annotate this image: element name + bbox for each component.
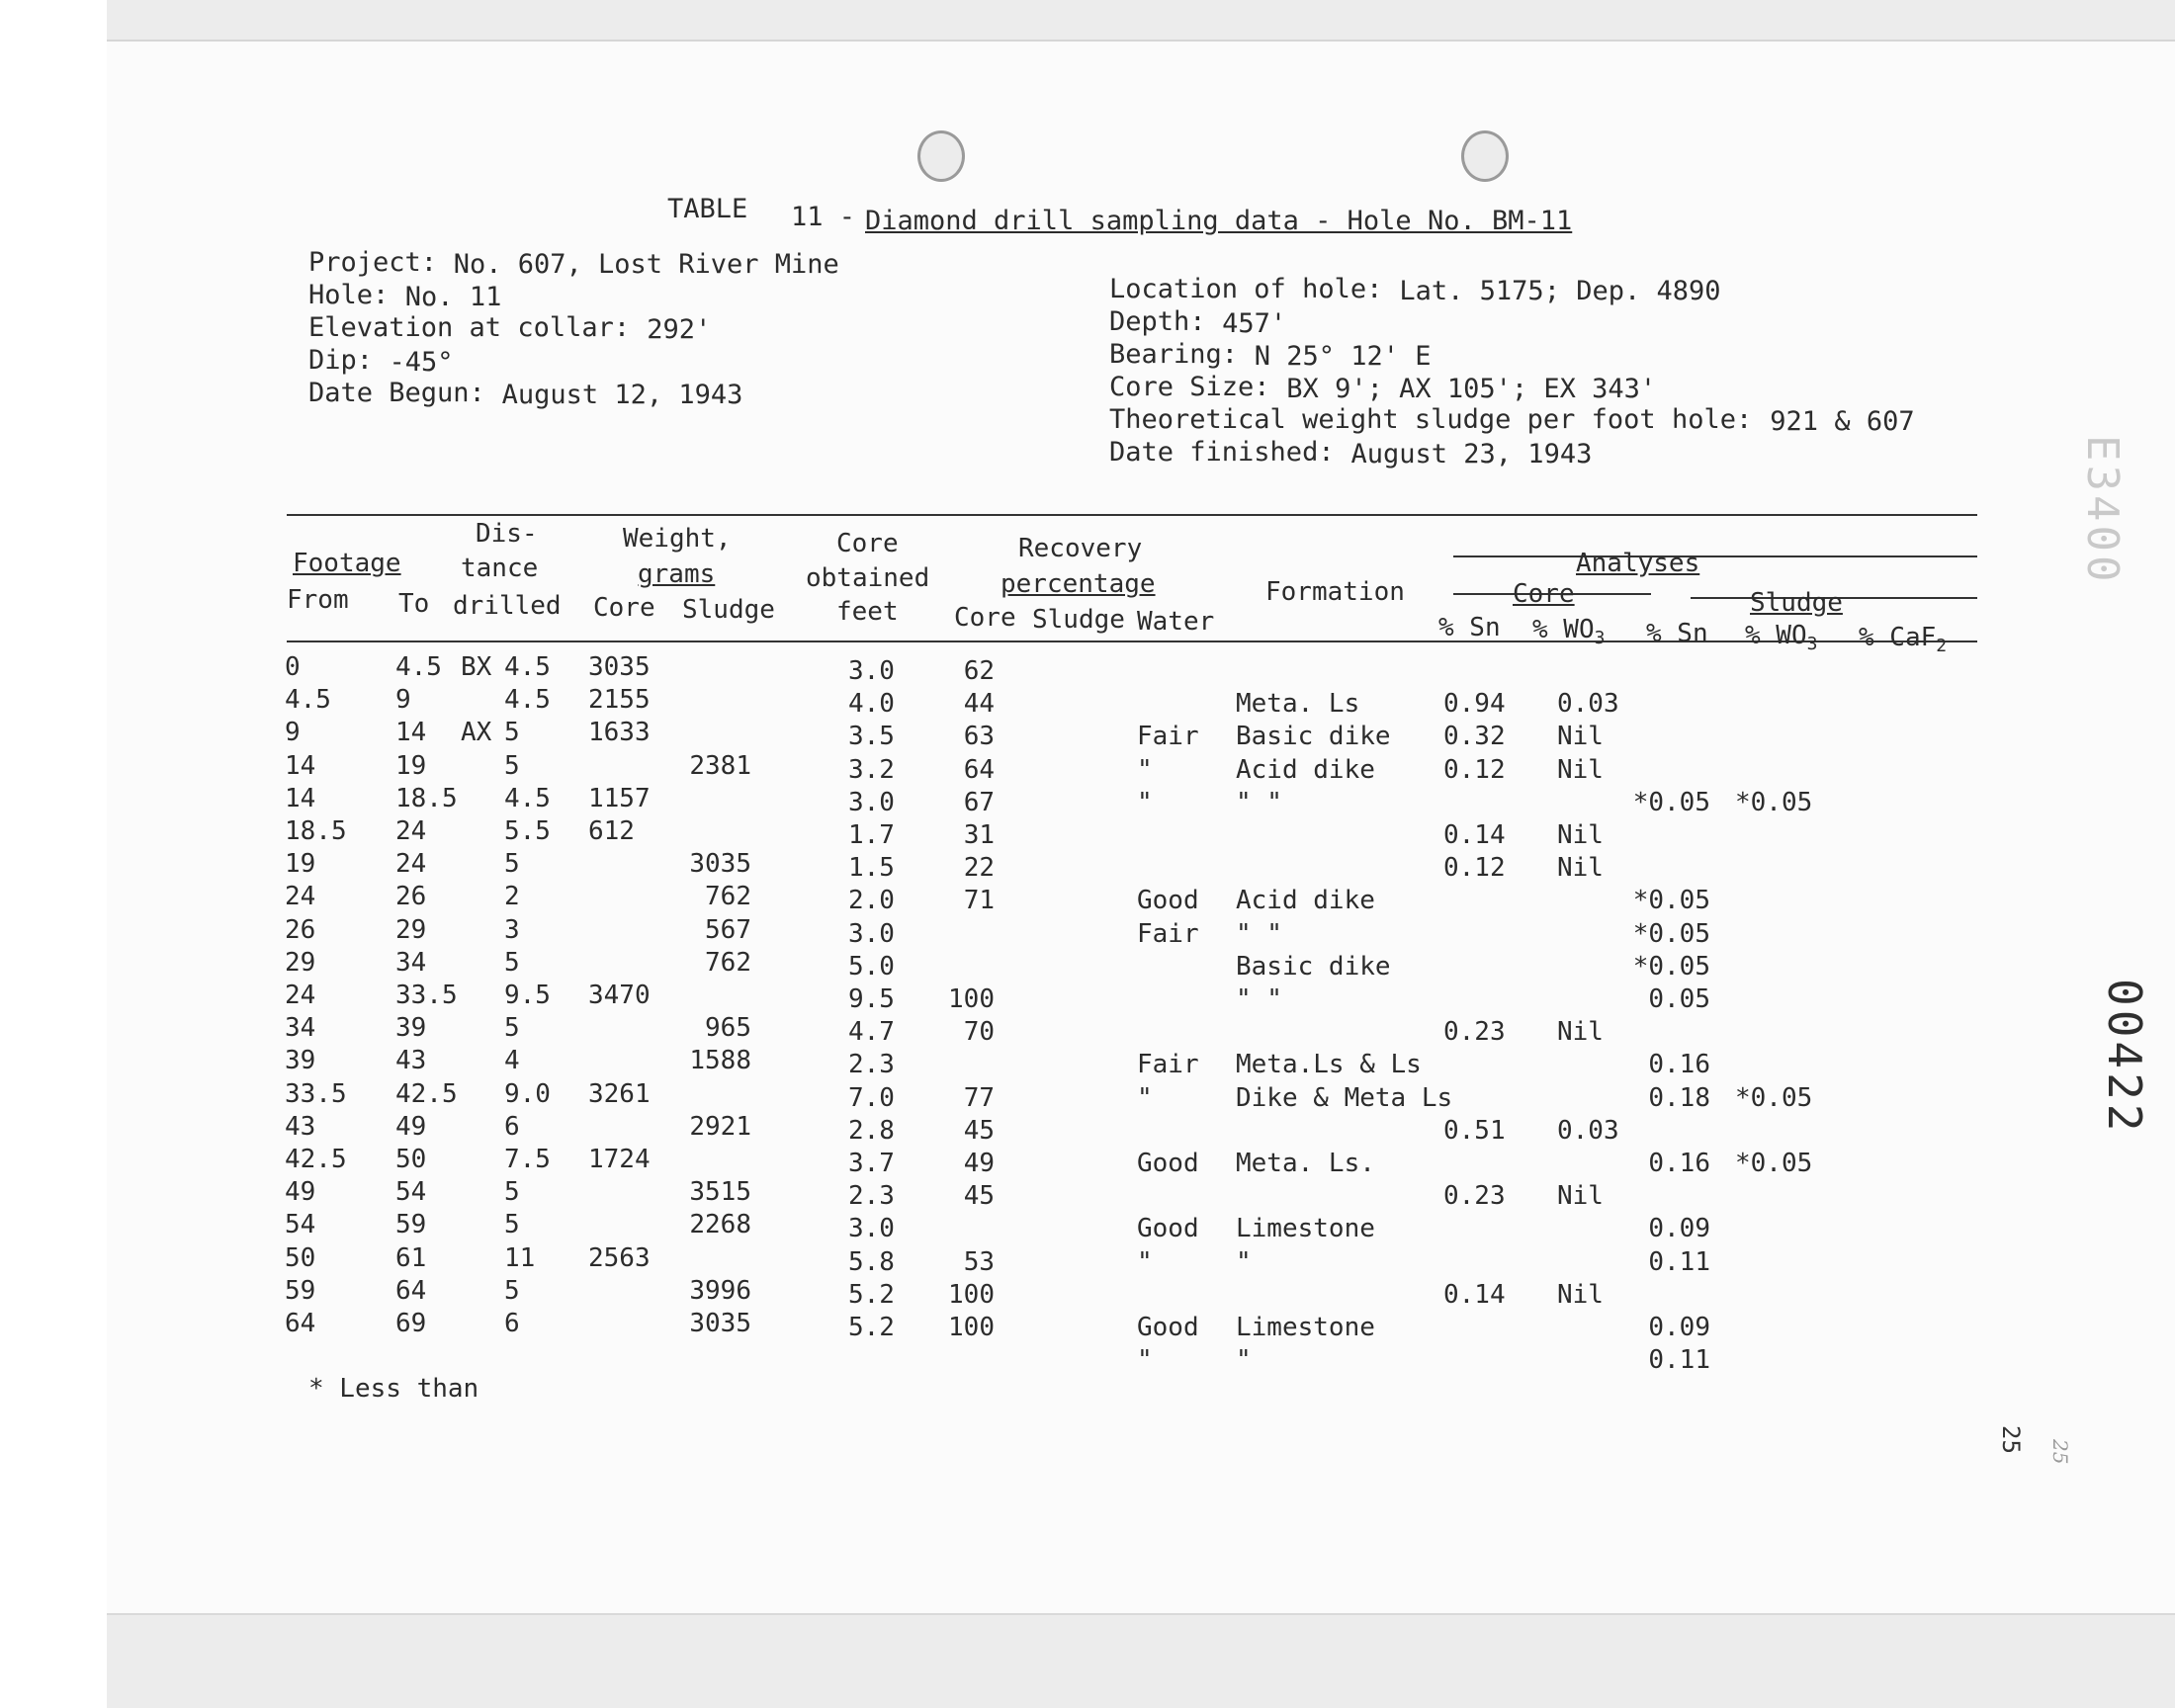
cell-wcore: 2155	[588, 685, 651, 716]
hdr-core-wo3: % $WO_3$	[1532, 615, 1606, 649]
cell-wo3: Nil	[1557, 820, 1604, 850]
cell-drilled: 4.5	[504, 783, 551, 813]
info-right-value: 921 & 607	[1770, 406, 1915, 437]
hdr-sludge-sn: % Sn	[1646, 619, 1708, 648]
cell-feet: 5.2	[848, 1279, 895, 1310]
cell-from: 29	[285, 947, 316, 978]
cell-ssn: 0.11	[1648, 1246, 1710, 1277]
cell-feet: 2.3	[848, 1050, 895, 1080]
cell-feet: 9.5	[848, 984, 895, 1014]
hdr-from: From	[287, 585, 349, 615]
cell-wo3: Nil	[1557, 722, 1604, 752]
hdr-dis: Dis-	[476, 519, 538, 549]
cell-rcore: 70	[963, 1017, 995, 1048]
cell-drilled: 5	[504, 947, 520, 978]
cell-to: 69	[395, 1309, 427, 1338]
cell-wsludge: 2268	[689, 1210, 751, 1240]
hdr-analyses-sludge: Sludge	[1750, 588, 1843, 618]
hdr-formation: Formation	[1265, 577, 1405, 607]
cell-to: 29	[395, 914, 427, 945]
cell-wsludge: 965	[705, 1013, 751, 1044]
hdr-core-obtained-3: feet	[836, 597, 899, 627]
hdr-tance: tance	[461, 554, 539, 583]
cell-drilled: 3	[504, 914, 520, 945]
hdr-grams: grams	[638, 559, 716, 589]
info-right-label: Date finished:	[1109, 437, 1335, 468]
cell-drilled: 7.5	[504, 1145, 551, 1174]
cell-from: 50	[285, 1242, 316, 1273]
cell-to: 61	[395, 1242, 427, 1273]
cell-to: 39	[395, 1013, 427, 1044]
hdr-rec-core: Core	[954, 603, 1016, 633]
cell-wsludge: 567	[705, 914, 751, 945]
info-right-label: Depth:	[1109, 306, 1206, 337]
cell-feet: 3.5	[848, 722, 895, 752]
cell-drilled: 2	[504, 882, 520, 912]
cell-rcore: 77	[963, 1082, 995, 1113]
cell-formation: Basic dike	[1236, 951, 1391, 982]
hdr-sludge-caf2: % CaF$_2$	[1859, 623, 1948, 657]
cell-to: 33.5	[395, 981, 458, 1010]
cell-quality: Fair	[1137, 1050, 1199, 1080]
header-top-rule	[287, 514, 1977, 516]
cell-sn: 0.14	[1443, 820, 1506, 850]
cell-drilled: 4	[504, 1046, 520, 1076]
cell-rcore: 22	[963, 853, 995, 884]
cell-sn: 0.23	[1443, 1181, 1506, 1212]
hdr-core-obtained-2: obtained	[806, 563, 930, 593]
cell-wo3: Nil	[1557, 1017, 1604, 1048]
cell-wsludge: 762	[705, 947, 751, 978]
cell-feet: 2.8	[848, 1115, 895, 1146]
scan-left-strip	[0, 0, 107, 1708]
side-stamp-number: 00422	[2098, 979, 2151, 1136]
page-number-handwritten: 25	[2048, 1439, 2072, 1465]
cell-wo3: 0.03	[1557, 1115, 1619, 1146]
cell-feet: 5.2	[848, 1313, 895, 1342]
footnote: * Less than	[308, 1374, 479, 1404]
cell-wsludge: 2921	[689, 1111, 751, 1142]
cell-feet: 1.5	[848, 853, 895, 884]
info-left-label: Project:	[308, 247, 438, 278]
cell-rcore: 49	[963, 1149, 995, 1178]
punch-hole-left	[917, 130, 965, 182]
cell-from: 14	[285, 783, 316, 813]
cell-to: 42.5	[395, 1078, 458, 1109]
cell-formation: Meta. Ls	[1236, 689, 1360, 720]
cell-to: 24	[395, 816, 427, 846]
cell-drilled: 5	[504, 750, 520, 781]
cell-wsludge: 1588	[689, 1046, 751, 1076]
cell-formation: Limestone	[1236, 1214, 1375, 1244]
punch-hole-right	[1461, 130, 1509, 182]
info-right-value: August 23, 1943	[1350, 439, 1593, 470]
cell-from: 4.5	[285, 685, 331, 716]
info-left-value: 292'	[647, 314, 712, 345]
info-right-value: N 25° 12' E	[1254, 341, 1432, 372]
cell-formation: Limestone	[1236, 1313, 1375, 1342]
cell-to: 26	[395, 882, 427, 912]
cell-to: 43	[395, 1046, 427, 1076]
cell-wcore: 1724	[588, 1145, 651, 1174]
cell-from: 33.5	[285, 1078, 347, 1109]
cell-to: 14	[395, 718, 427, 748]
cell-formation: " "	[1236, 918, 1282, 949]
analyses-rule	[1453, 555, 1977, 557]
cell-from: 59	[285, 1275, 316, 1306]
info-right-value: 457'	[1222, 308, 1287, 339]
cell-feet: 7.0	[848, 1082, 895, 1113]
cell-feet: 3.2	[848, 754, 895, 785]
cell-from: 0	[285, 652, 301, 682]
cell-quality: "	[1137, 1082, 1153, 1113]
cell-sn: 0.51	[1443, 1115, 1506, 1146]
hdr-rec-water: Water	[1137, 607, 1215, 637]
cell-rcore: 63	[963, 722, 995, 752]
info-left-value: August 12, 1943	[501, 380, 743, 410]
info-right-value: Lat. 5175; Dep. 4890	[1399, 276, 1721, 306]
cell-from: 64	[285, 1309, 316, 1338]
cell-wcore: 3470	[588, 981, 651, 1010]
cell-wsludge: 3035	[689, 1309, 751, 1338]
info-left-value: No. 607, Lost River Mine	[453, 249, 839, 280]
cell-wcore: 1157	[588, 783, 651, 813]
cell-rcore: 45	[963, 1181, 995, 1212]
header-bottom-rule	[287, 640, 1977, 642]
cell-rcore: 44	[963, 689, 995, 720]
hdr-footage: Footage	[293, 549, 401, 578]
cell-drilled: 5	[504, 1177, 520, 1208]
cell-feet: 3.0	[848, 656, 895, 686]
cell-from: 26	[285, 914, 316, 945]
table-label: TABLE	[667, 194, 748, 224]
cell-feet: 2.0	[848, 886, 895, 916]
cell-ssn: *0.05	[1632, 918, 1710, 949]
cell-wsludge: 3515	[689, 1177, 751, 1208]
cell-from: 9	[285, 718, 301, 748]
cell-sn: 0.32	[1443, 722, 1506, 752]
hdr-core-sn: % Sn	[1438, 613, 1501, 642]
cell-wo3: 0.03	[1557, 689, 1619, 720]
info-right-label: Bearing:	[1109, 339, 1239, 370]
cell-quality: Good	[1137, 1313, 1199, 1342]
cell-to: 54	[395, 1177, 427, 1208]
cell-drilled: 11	[504, 1242, 536, 1273]
cell-ssn: *0.05	[1632, 886, 1710, 916]
hdr-analyses: Analyses	[1576, 549, 1700, 578]
cell-drilled: 5	[504, 1210, 520, 1240]
cell-quality: "	[1137, 754, 1153, 785]
cell-feet: 4.7	[848, 1017, 895, 1048]
info-right-label: Location of hole:	[1109, 274, 1383, 304]
cell-ssn: 0.16	[1648, 1050, 1710, 1080]
cell-to: 4.5	[395, 652, 442, 682]
cell-to: 9	[395, 685, 411, 716]
cell-size: AX	[461, 718, 492, 748]
cell-drilled: 6	[504, 1309, 520, 1338]
cell-to: 18.5	[395, 783, 458, 813]
cell-rcore: 45	[963, 1115, 995, 1146]
hdr-to: To	[398, 589, 430, 619]
cell-feet: 3.0	[848, 918, 895, 949]
cell-rcore: 53	[963, 1246, 995, 1277]
hdr-analyses-core: Core	[1513, 579, 1575, 609]
cell-formation: Acid dike	[1236, 886, 1375, 916]
cell-from: 43	[285, 1111, 316, 1142]
cell-to: 64	[395, 1275, 427, 1306]
hdr-core-obtained-1: Core	[836, 529, 899, 558]
cell-rcore: 31	[963, 820, 995, 850]
cell-formation: "	[1236, 1246, 1252, 1277]
info-right-label: Core Size:	[1109, 372, 1270, 402]
cell-from: 24	[285, 882, 316, 912]
cell-rcore: 71	[963, 886, 995, 916]
cell-rcore: 100	[948, 1279, 995, 1310]
cell-drilled: 5	[504, 718, 520, 748]
table-caption: Diamond drill sampling data - Hole No. BM-11	[865, 206, 1573, 236]
cell-rcore: 64	[963, 754, 995, 785]
hdr-percentage: percentage	[1000, 569, 1156, 599]
cell-feet: 3.7	[848, 1149, 895, 1178]
hdr-weight-sludge: Sludge	[682, 595, 775, 625]
cell-quality: "	[1137, 1345, 1153, 1376]
hdr-weight-core: Core	[593, 593, 655, 623]
cell-wo3: Nil	[1557, 1181, 1604, 1212]
cell-size: BX	[461, 652, 492, 682]
cell-drilled: 5.5	[504, 816, 551, 846]
cell-feet: 4.0	[848, 689, 895, 720]
cell-wsludge: 3996	[689, 1275, 751, 1306]
cell-rcore: 100	[948, 984, 995, 1014]
info-left-label: Hole:	[308, 280, 390, 310]
cell-drilled: 4.5	[504, 685, 551, 716]
table-number: 11 -	[791, 202, 856, 232]
cell-formation: Meta. Ls.	[1236, 1149, 1375, 1178]
cell-formation: Dike & Meta Ls	[1236, 1082, 1453, 1113]
cell-to: 50	[395, 1145, 427, 1174]
cell-swo3: *0.05	[1735, 787, 1813, 817]
cell-drilled: 9.5	[504, 981, 551, 1010]
cell-formation: " "	[1236, 984, 1282, 1014]
cell-sn: 0.94	[1443, 689, 1506, 720]
cell-feet: 3.0	[848, 1214, 895, 1244]
cell-wsludge: 2381	[689, 750, 751, 781]
cell-to: 24	[395, 849, 427, 880]
side-stamp-faint: E3400	[2077, 435, 2128, 586]
cell-from: 49	[285, 1177, 316, 1208]
hdr-sludge-wo3: % $WO_3$	[1745, 621, 1818, 655]
info-left-value: -45°	[389, 347, 454, 378]
info-right-label: Theoretical weight sludge per foot hole:	[1109, 404, 1753, 435]
cell-drilled: 4.5	[504, 652, 551, 682]
cell-from: 54	[285, 1210, 316, 1240]
cell-wcore: 612	[588, 816, 635, 846]
hdr-recovery: Recovery	[1018, 534, 1143, 563]
cell-ssn: 0.16	[1648, 1149, 1710, 1178]
cell-ssn: 0.09	[1648, 1214, 1710, 1244]
cell-from: 14	[285, 750, 316, 781]
cell-wo3: Nil	[1557, 754, 1604, 785]
cell-formation: Acid dike	[1236, 754, 1375, 785]
cell-formation: " "	[1236, 787, 1282, 817]
cell-rcore: 100	[948, 1313, 995, 1342]
cell-feet: 1.7	[848, 820, 895, 850]
cell-ssn: 0.09	[1648, 1313, 1710, 1342]
cell-quality: Good	[1137, 1149, 1199, 1178]
info-left-label: Dip:	[308, 345, 374, 376]
cell-wo3: Nil	[1557, 1279, 1604, 1310]
hdr-rec-sludge: Sludge	[1032, 605, 1125, 635]
cell-from: 34	[285, 1013, 316, 1044]
cell-quality: "	[1137, 1246, 1153, 1277]
info-left-value: No. 11	[404, 282, 502, 312]
cell-wo3: Nil	[1557, 853, 1604, 884]
cell-formation: Meta.Ls & Ls	[1236, 1050, 1422, 1080]
cell-swo3: *0.05	[1735, 1149, 1813, 1178]
cell-drilled: 5	[504, 1275, 520, 1306]
hdr-weight: Weight,	[623, 524, 732, 554]
cell-wsludge: 3035	[689, 849, 751, 880]
cell-ssn: 0.18	[1648, 1082, 1710, 1113]
cell-feet: 5.8	[848, 1246, 895, 1277]
cell-from: 19	[285, 849, 316, 880]
cell-sn: 0.23	[1443, 1017, 1506, 1048]
cell-swo3: *0.05	[1735, 1082, 1813, 1113]
cell-quality: Fair	[1137, 918, 1199, 949]
cell-quality: Good	[1137, 886, 1199, 916]
hdr-drilled: drilled	[453, 591, 562, 621]
cell-formation: Basic dike	[1236, 722, 1391, 752]
cell-ssn: *0.05	[1632, 787, 1710, 817]
cell-ssn: *0.05	[1632, 951, 1710, 982]
cell-wcore: 3261	[588, 1078, 651, 1109]
cell-wcore: 1633	[588, 718, 651, 748]
page-number: 25	[1997, 1425, 2025, 1454]
cell-rcore: 67	[963, 787, 995, 817]
cell-rcore: 62	[963, 656, 995, 686]
cell-wcore: 3035	[588, 652, 651, 682]
cell-from: 18.5	[285, 816, 347, 846]
cell-sn: 0.12	[1443, 853, 1506, 884]
info-left-label: Date Begun:	[308, 378, 485, 408]
cell-quality: Good	[1137, 1214, 1199, 1244]
cell-feet: 3.0	[848, 787, 895, 817]
cell-sn: 0.14	[1443, 1279, 1506, 1310]
cell-feet: 2.3	[848, 1181, 895, 1212]
cell-from: 42.5	[285, 1145, 347, 1174]
cell-ssn: 0.11	[1648, 1345, 1710, 1376]
cell-from: 39	[285, 1046, 316, 1076]
cell-formation: "	[1236, 1345, 1252, 1376]
cell-feet: 5.0	[848, 951, 895, 982]
cell-quality: "	[1137, 787, 1153, 817]
cell-ssn: 0.05	[1648, 984, 1710, 1014]
cell-from: 24	[285, 981, 316, 1010]
info-right-value: BX 9'; AX 105'; EX 343'	[1286, 374, 1657, 404]
cell-wcore: 2563	[588, 1242, 651, 1273]
cell-drilled: 5	[504, 1013, 520, 1044]
cell-to: 59	[395, 1210, 427, 1240]
cell-wsludge: 762	[705, 882, 751, 912]
cell-to: 19	[395, 750, 427, 781]
cell-drilled: 6	[504, 1111, 520, 1142]
info-left-label: Elevation at collar:	[308, 312, 631, 343]
cell-drilled: 5	[504, 849, 520, 880]
cell-quality: Fair	[1137, 722, 1199, 752]
cell-to: 34	[395, 947, 427, 978]
cell-to: 49	[395, 1111, 427, 1142]
cell-sn: 0.12	[1443, 754, 1506, 785]
cell-drilled: 9.0	[504, 1078, 551, 1109]
